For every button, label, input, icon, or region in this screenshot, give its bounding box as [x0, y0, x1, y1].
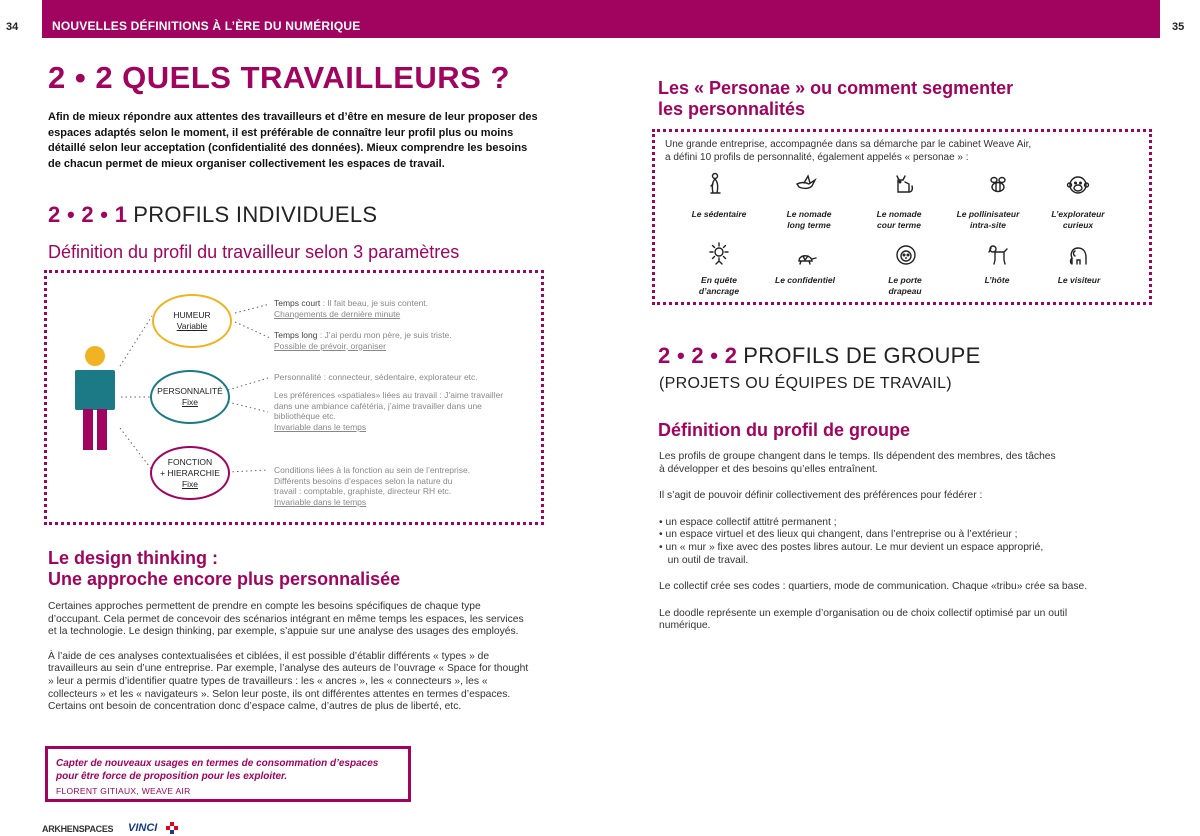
header-title: NOUVELLES DÉFINITIONS À L’ÈRE DU NUMÉRIQUE [52, 19, 361, 33]
persona-line: Le sédentaire [691, 209, 747, 219]
section-heading-individual [48, 202, 377, 228]
bullet-item: • un espace virtuel et des lieux qui changent, dans l’entreprise ou à l’extérieur ; [659, 529, 1018, 541]
persona-line: Le visiteur [1057, 275, 1101, 285]
note-preferences-line: dans une ambiance cafétéria, j’aime travailler dans une [274, 400, 482, 411]
intro-paragraph: Afin de mieux répondre aux attentes des travailleurs et d’être en mesure de leur proposer des espaces adaptés selon le moment, il est préférable de connaître leur profil plus ou moins détaillé selon leur acceptation (confidentialité des données). Mieux comprendre les besoins de chacun permet de mieux organiser collectivement les espaces de travail. [48, 111, 538, 170]
note-personnalite: Personnalité : connecteur, sédentaire, explorateur etc. [274, 372, 478, 382]
hierarchie-label: + HIERARCHIE [160, 467, 220, 478]
vinci-logo: VINCI [128, 822, 158, 834]
fonction-bubble [150, 446, 230, 500]
section-number: 2 • 2 • 2 [658, 343, 738, 368]
note-fonction [274, 465, 470, 507]
design-body [48, 601, 534, 726]
fonction-label: FONCTION [167, 456, 213, 467]
personnalite-sub: Fixe [181, 397, 199, 407]
note-temps-long [274, 330, 452, 351]
persona-line: intra-site [970, 219, 1006, 230]
paragraph: À l’aide de ces analyses contextualisées et ciblées, il est possible d’établir différents « types » de travailleurs au sein d’une entreprise. Par exemple, l’analyse des auteurs de l’ouvrage « Space for thought » leur a permis d’identifier quatre types de travailleurs : les « ancres », les « connecteurs », les « collecteurs » et les « navigateurs ». Selon leur poste, ils ont différentes attentes en termes d’espaces. Certains ont besoin de concentration donc d’espace calme, d’autres de plus de liberté, etc. [48, 650, 529, 713]
personae-title-line: les personnalités [658, 99, 806, 119]
note-fonction-line: Conditions liées à la fonction au sein de l’entreprise. [274, 465, 471, 475]
bee-icon [986, 173, 1010, 197]
text-line: Le doodle représente un exemple d’organisation ou de choix collectif optimisé par un outil [659, 607, 1068, 619]
quote-author: FLORENT GITIAUX, WEAVE AIR [56, 786, 191, 796]
note-temps-long-label: Temps long [274, 330, 318, 340]
personae-title [658, 78, 1013, 120]
note-temps-long-ul: Possible de prévoir, organiser [274, 340, 386, 351]
persona-line: Le porte [888, 275, 922, 285]
note-preferences [274, 390, 503, 432]
paragraph: Certaines approches permettent de prendre en compte les besoins spécifiques de chaque type d’occupant. Cela permet de concevoir des scénarios intégrant en même temps les espaces, les services et la technologie. Le design thinking, par exemple, s’appuie sur une analyse des usages des employés. [48, 601, 524, 638]
bullet-item: • un espace collectif attitré permanent ; [659, 516, 837, 528]
persona-line: L’explorateur [1051, 209, 1105, 219]
lion-icon [894, 243, 918, 267]
elephant-icon [1066, 244, 1090, 268]
persona-line: Le nomade [876, 209, 922, 219]
profile-subtitle: Définition du profil du travailleur selon 3 paramètres [48, 242, 460, 262]
persona-line: Le nomade [786, 209, 832, 219]
persona-line: Le pollinisateur [956, 209, 1020, 219]
text-line: numérique. [659, 620, 711, 632]
note-temps-court-ul: Changements de dernière minute [274, 308, 401, 319]
page-number-right: 35 [1172, 21, 1185, 33]
personae-intro-line: Une grande entreprise, accompagnée dans sa démarche par le cabinet Weave Air, [665, 139, 1032, 150]
persona-label [674, 275, 764, 296]
quote-text: Capter de nouveaux usages en termes de consommation d’espaces pour être force de proposition pour les exploiter. [56, 758, 379, 782]
persona-line: L’hôte [984, 275, 1010, 285]
monkey-icon [1066, 173, 1090, 197]
persona-label [1034, 275, 1124, 286]
section-title: PROFILS INDIVIDUELS [133, 202, 378, 227]
design-title-line: Le design thinking : [48, 548, 218, 568]
bird-icon [795, 172, 819, 196]
text-line: Il s’agit de pouvoir définir collectivement des préférences pour fédérer : [659, 490, 983, 502]
page-title: 2 • 2 QUELS TRAVAILLEURS ? [48, 60, 510, 95]
section-title: PROFILS DE GROUPE [743, 343, 981, 368]
note-fonction-line: travail : comptable, graphiste, directeur RH etc. [274, 486, 452, 496]
text-line: Les profils de groupe changent dans le temps. Ils dépendent des membres, des tâches [659, 451, 1056, 462]
design-title-line: Une approche encore plus personnalisée [48, 569, 401, 589]
quote-box [45, 746, 411, 802]
note-fonction-ul: Invariable dans le temps [274, 496, 367, 507]
cat-icon [892, 172, 916, 196]
note-temps-court [274, 298, 428, 319]
note-preferences-line: bibliothèque etc. [274, 411, 336, 421]
persona-label [760, 275, 850, 286]
section-heading-group [658, 343, 981, 369]
personae-intro [665, 139, 1031, 164]
arkhenspaces-logo: ARKHENSPACES [42, 824, 114, 834]
note-temps-court-text: : Il fait beau, je suis content. [320, 298, 429, 308]
section-subtitle: (PROJETS OU ÉQUIPES DE TRAVAIL) [659, 375, 952, 392]
humeur-bubble [152, 294, 232, 348]
persona-label [674, 209, 764, 220]
sun-icon [707, 241, 731, 265]
persona-line: Le confidentiel [775, 275, 835, 285]
person-icon [70, 345, 120, 451]
persona-line: drapeau [888, 285, 922, 296]
vinci-logo-mark [166, 822, 178, 834]
note-fonction-line: Différents besoins d’espaces selon la nature du [274, 475, 453, 486]
persona-label [854, 209, 944, 230]
persona-label [764, 209, 854, 230]
section-number: 2 • 2 • 1 [48, 202, 128, 227]
humeur-label: HUMEUR [173, 310, 211, 320]
note-preferences-line: Les préférences «spatiales» liées au travail : J’aime travailler [274, 390, 504, 400]
persona-label [943, 209, 1033, 230]
text-line: Le collectif crée ses codes : quartiers, mode de communication. Chaque «tribu» crée sa base. [659, 581, 1088, 593]
persona-line: En quête [701, 275, 737, 285]
group-profile-title: Définition du profil de groupe [658, 420, 910, 440]
persona-line: cour terme [877, 219, 921, 230]
personae-title-line: Les « Personae » ou comment segmenter [658, 78, 1014, 98]
meerkat-icon [703, 172, 727, 196]
bullet-item: • un « mur » fixe avec des postes libres autour. Le mur devient un espace approprié, [659, 541, 1044, 553]
personnalite-label: PERSONNALITÉ [157, 386, 223, 396]
note-temps-court-label: Temps court [274, 298, 321, 308]
turtle-icon [795, 246, 819, 270]
dog-icon [986, 243, 1010, 267]
persona-label [1033, 209, 1123, 230]
page-number-left: 34 [6, 21, 19, 33]
bullet-item: un outil de travail. [659, 554, 749, 566]
persona-line: long terme [787, 219, 831, 230]
fonction-sub: Fixe [181, 478, 199, 489]
group-body [659, 451, 1139, 633]
humeur-sub: Variable [176, 321, 208, 331]
text-line: à développer et des besoins qu’elles entraînent. [659, 463, 878, 475]
persona-line: curieux [1062, 219, 1094, 230]
personnalite-bubble [150, 370, 230, 424]
design-thinking-title [48, 548, 400, 590]
persona-label [860, 275, 950, 296]
personae-intro-line: a défini 10 profils de personnalité, également appelés « personae » : [665, 151, 969, 163]
persona-label [952, 275, 1042, 286]
note-temps-long-text: : J’ai perdu mon père, je suis triste. [317, 330, 452, 340]
persona-line: d’ancrage [698, 285, 740, 296]
note-preferences-ul: Invariable dans le temps [274, 421, 367, 432]
